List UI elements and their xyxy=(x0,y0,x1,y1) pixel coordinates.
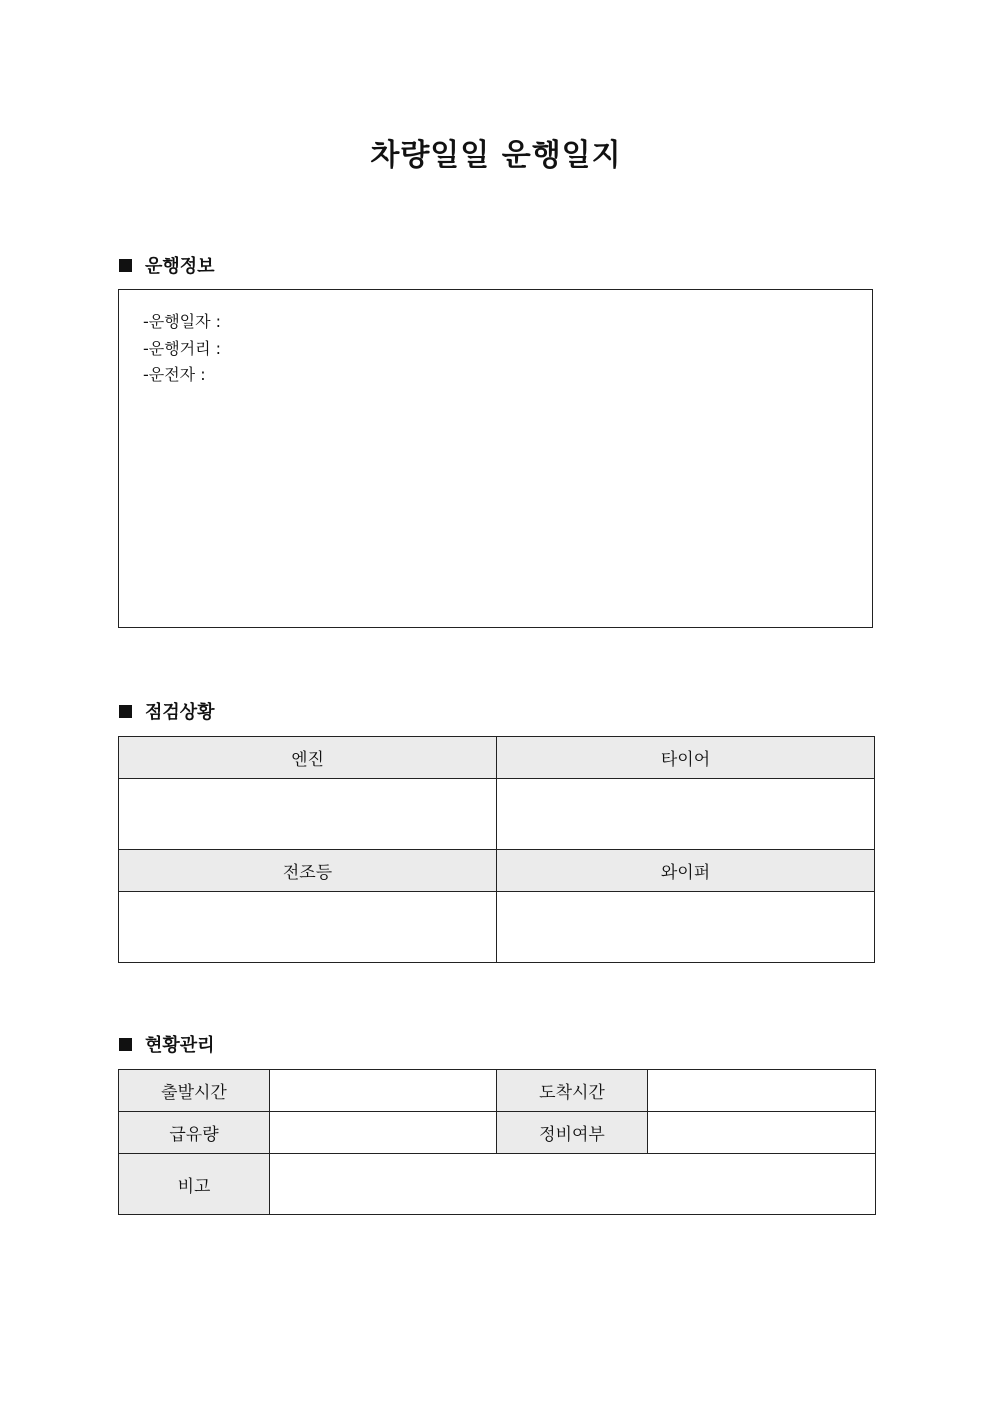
wiper-entry-cell[interactable] xyxy=(497,892,875,963)
section-heading-label: 현황관리 xyxy=(145,1035,215,1056)
section-heading-label: 점검상황 xyxy=(145,702,215,723)
fuel-amount-cell[interactable] xyxy=(270,1112,497,1154)
engine-header: 엔진 xyxy=(119,737,497,779)
tire-entry-cell[interactable] xyxy=(497,779,875,850)
square-bullet-icon xyxy=(119,1038,132,1051)
arrival-time-cell[interactable] xyxy=(648,1070,876,1112)
remarks-label: 비고 xyxy=(119,1154,270,1215)
arrival-time-label: 도착시간 xyxy=(497,1070,648,1112)
square-bullet-icon xyxy=(119,705,132,718)
headlight-entry-cell[interactable] xyxy=(119,892,497,963)
engine-entry-cell[interactable] xyxy=(119,779,497,850)
maintenance-label: 정비여부 xyxy=(497,1112,648,1154)
operation-date-field: -운행일자 : xyxy=(143,312,222,331)
operation-info-box[interactable] xyxy=(118,289,873,628)
section-heading-status-management xyxy=(119,1032,215,1056)
maintenance-cell[interactable] xyxy=(648,1112,876,1154)
inspection-table xyxy=(118,736,875,963)
driver-field: -운전자 : xyxy=(143,365,206,384)
fuel-amount-label: 급유량 xyxy=(119,1112,270,1154)
status-management-table xyxy=(118,1069,876,1215)
section-heading-inspection xyxy=(119,699,215,723)
operation-distance-field: -운행거리 : xyxy=(143,338,222,358)
remarks-cell[interactable] xyxy=(270,1154,876,1215)
headlight-header: 전조등 xyxy=(119,850,497,892)
departure-time-label: 출발시간 xyxy=(119,1070,270,1112)
wiper-header: 와이퍼 xyxy=(497,850,875,892)
section-heading-operation-info xyxy=(119,253,215,277)
document-title: 차량일일 운행일지 xyxy=(370,138,622,173)
departure-time-cell[interactable] xyxy=(270,1070,497,1112)
section-heading-label: 운행정보 xyxy=(145,256,215,277)
square-bullet-icon xyxy=(119,259,132,272)
tire-header: 타이어 xyxy=(497,737,875,779)
